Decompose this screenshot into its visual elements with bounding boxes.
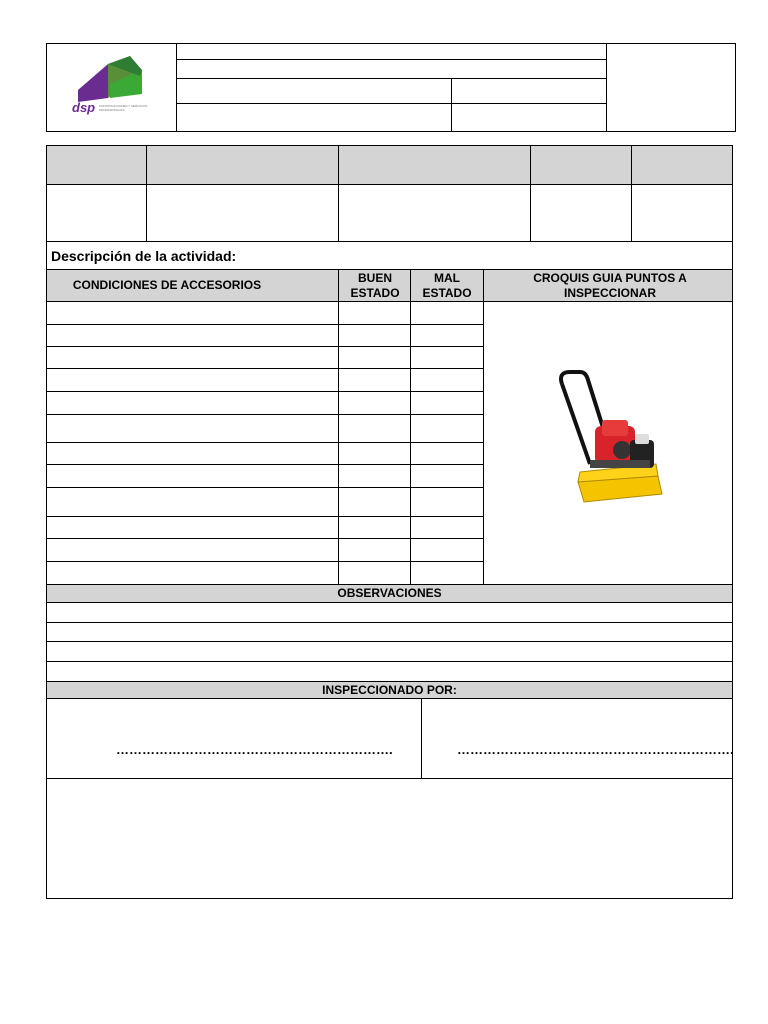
observations-header: OBSERVACIONES — [47, 585, 732, 602]
activity-description-label: Descripción de la actividad: — [51, 248, 237, 264]
signature-line-right: ………………………………………………………. — [457, 742, 734, 757]
sketch-column-header: CROQUIS GUIA PUNTOS A INSPECCIONAR — [533, 270, 687, 300]
logo-text: dsp — [72, 100, 96, 115]
logo-subtitle: CONSTRUCCIONES Y SERVICIOS PROFESIONALES — [99, 104, 148, 112]
company-logo — [68, 52, 158, 122]
signature-line-left: ………………………………………………………. — [116, 742, 393, 757]
inspected-by-header: INSPECCIONADO POR: — [47, 682, 732, 698]
info-grid-header — [47, 146, 732, 184]
main-form — [46, 241, 733, 899]
accessories-column-header: CONDICIONES DE ACCESORIOS — [72, 278, 262, 292]
plate-compactor-image — [540, 364, 670, 509]
bad-condition-column-header: MAL ESTADO — [422, 270, 472, 300]
good-condition-column-header: BUEN ESTADO — [350, 270, 400, 300]
